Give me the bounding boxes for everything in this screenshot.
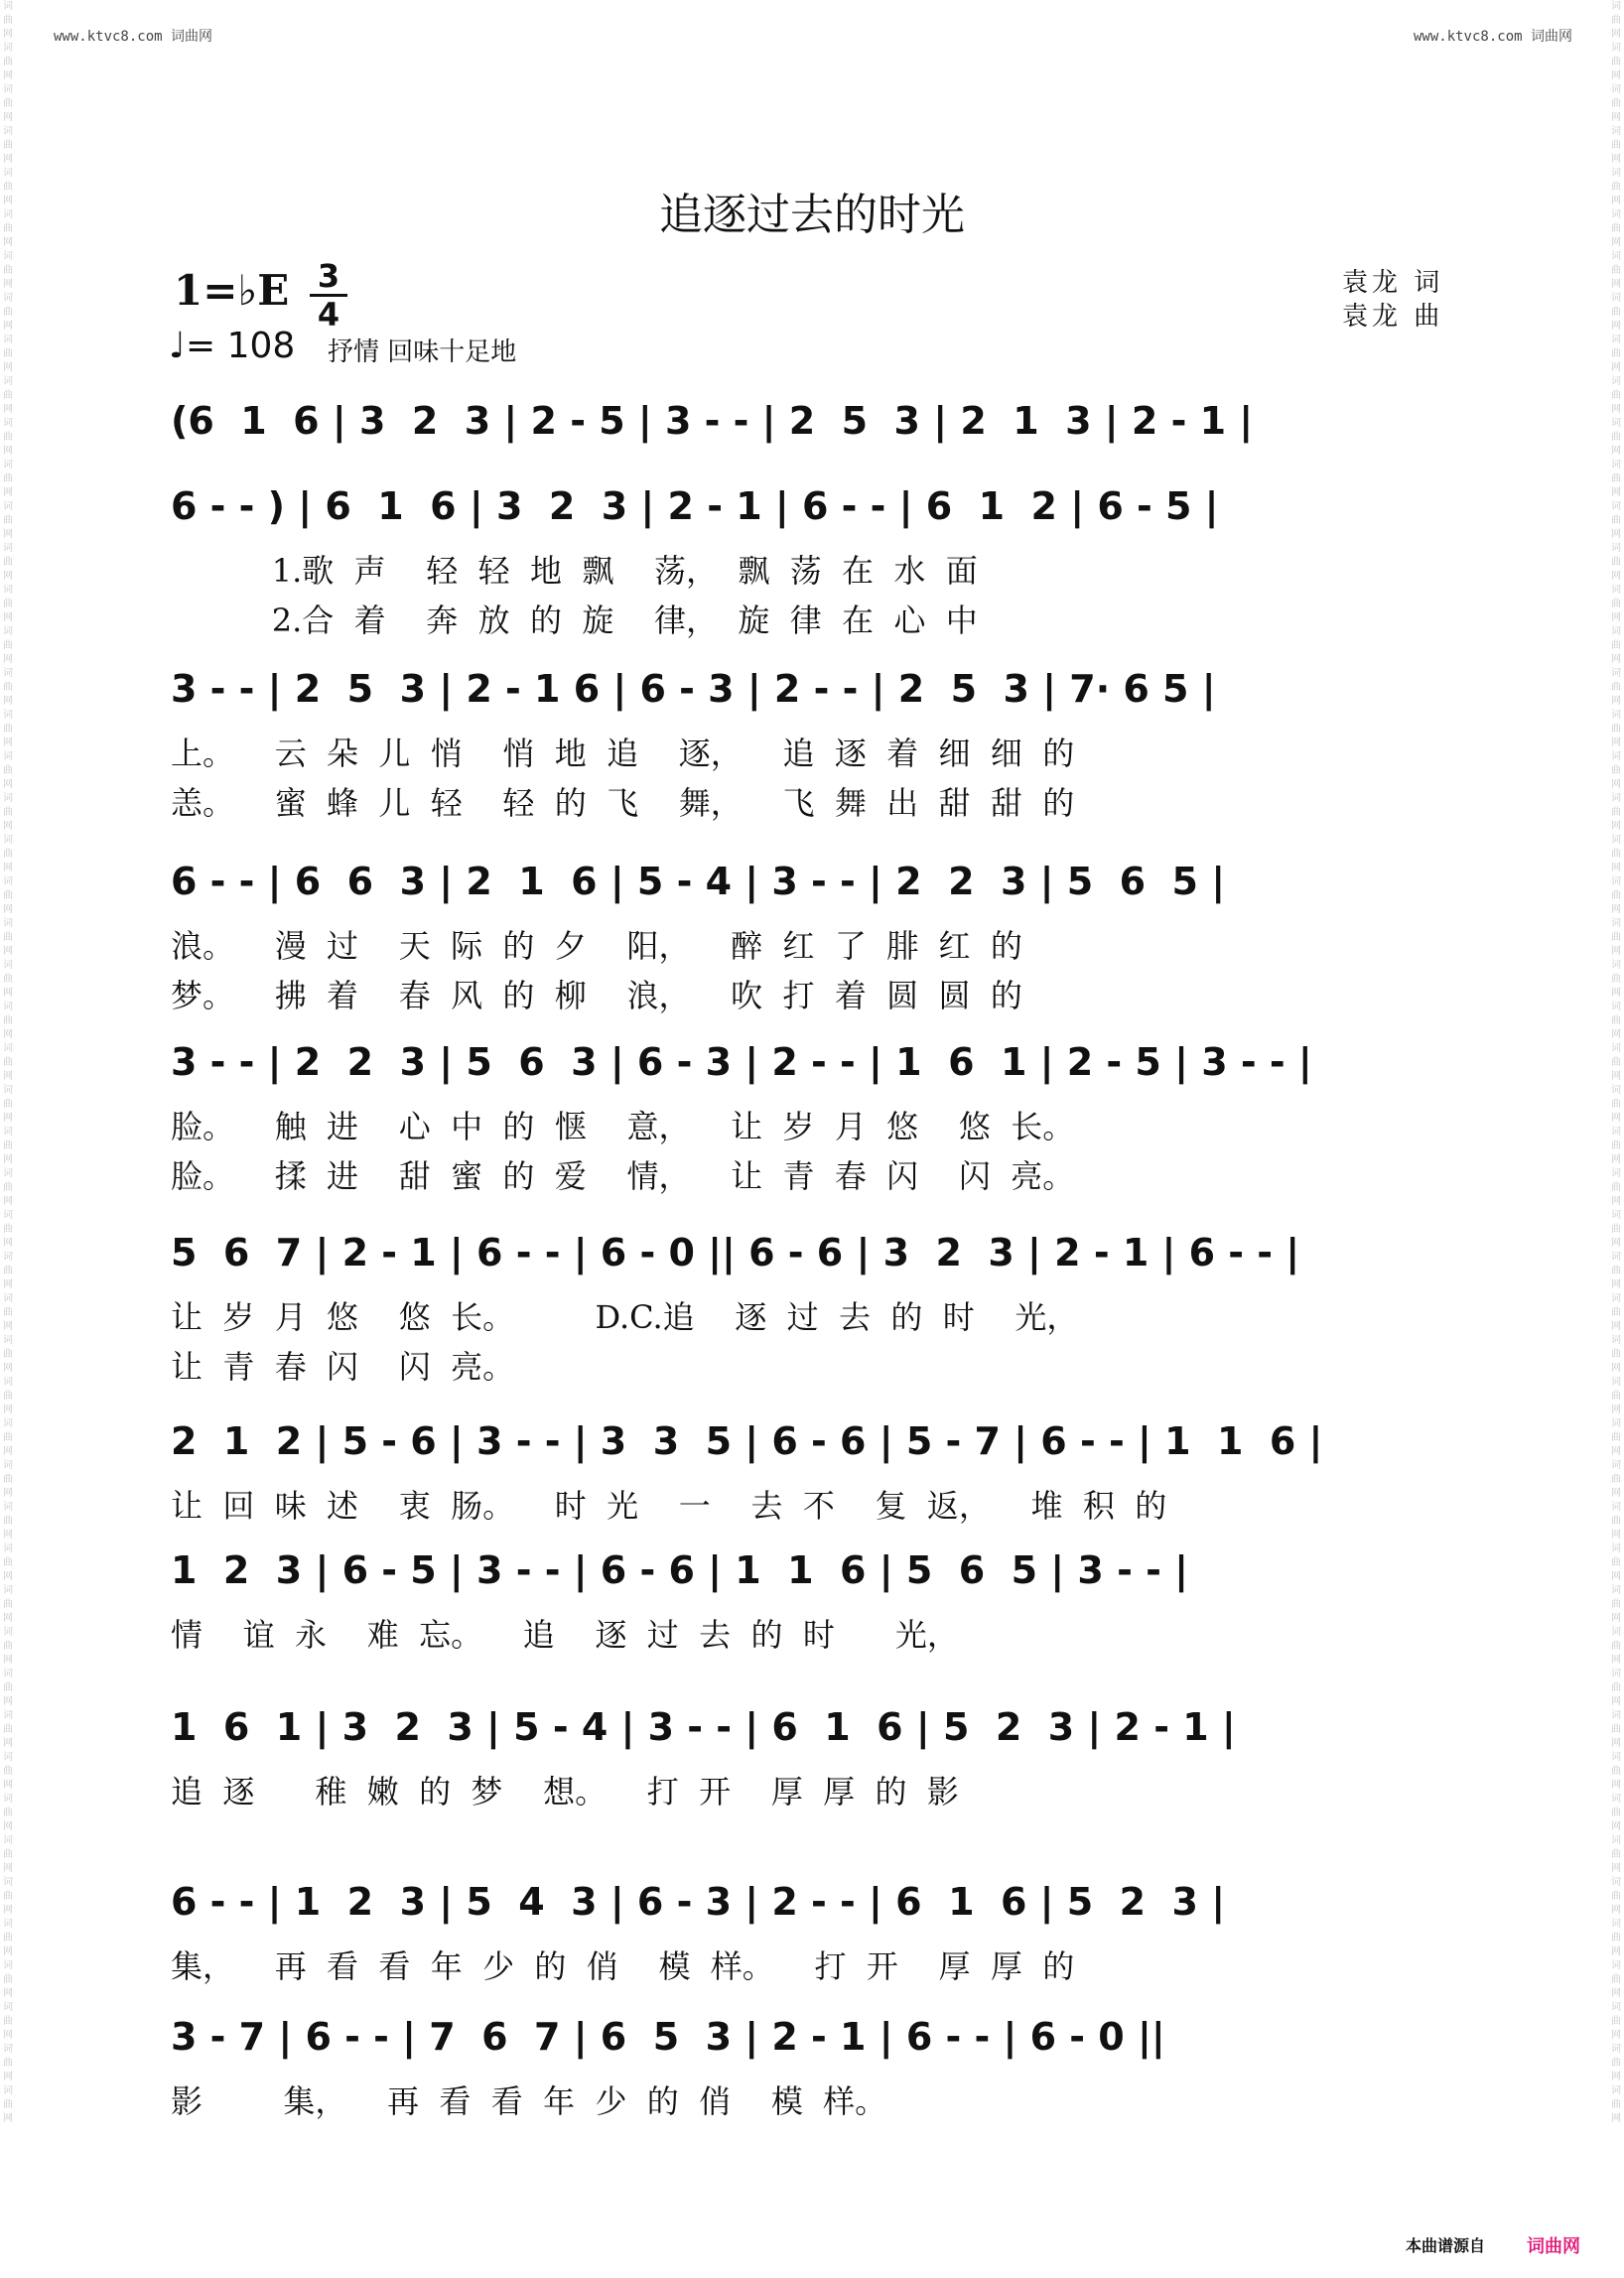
lyrics-line: 梦。 拂 着 春 风 的 柳 浪， 吹 打 着 圆 圆 的: [171, 977, 1022, 1014]
lyrics-line: 脸。 触 进 心 中 的 惬 意， 让 岁 月 悠 悠 长。: [171, 1108, 1075, 1145]
time-signature-top: 3: [317, 257, 340, 295]
key-signature: 1=♭E: [174, 266, 290, 315]
tempo-value: = 108: [185, 326, 296, 366]
time-signature-bottom: 4: [317, 296, 340, 334]
notation-line: 6 - - | 6 6 3 | 2 1 6 | 5 - 4 | 3 - - | 2 2 3 | 5 6 5 |: [171, 860, 1226, 903]
lyrics-line: 恙。 蜜 蜂 儿 轻 轻 的 飞 舞， 飞 舞 出 甜 甜 的: [171, 784, 1075, 822]
notation-line: 3 - 7 | 6 - - | 7 6 7 | 6 5 3 | 2 - 1 | 6 - - | 6 - 0 ||: [171, 2015, 1165, 2059]
notation-line: 5 6 7 | 2 - 1 | 6 - - | 6 - 0 || 6 - 6 | 3 2 3 | 2 - 1 | 6 - - |: [171, 1231, 1300, 1274]
time-signature: [310, 257, 347, 334]
lyrics-line: 2.合 着 奔 放 的 旋 律， 旋 律 在 心 中: [171, 602, 978, 639]
lyrics-line: 脸。 揉 进 甜 蜜 的 爱 情， 让 青 春 闪 闪 亮。: [171, 1157, 1075, 1195]
side-watermark-right: 词曲网词曲网词曲网词曲网词曲网词曲网词曲网词曲网词曲网词曲网词曲网词曲网词曲网词曲网词曲网词曲网词曲网词曲网词曲网词曲网词曲网词曲网词曲网词曲网词曲网词曲网词曲网词曲网词曲网词曲网词曲网词曲网词曲网词曲网词曲网词曲网词曲网词曲网词曲网词曲网词曲网词曲网词曲网词曲网词曲网词曲网词曲网词曲网词曲网词曲网词曲网: [1611, 1, 1621, 2124]
footer-source-label: 本曲谱源自: [1405, 2236, 1485, 2255]
lyrics-line: 情 谊 永 难 忘。 追 逐 过 去 的 时 光，: [171, 1616, 959, 1654]
lyrics-line: 影 集， 再 看 看 年 少 的 俏 模 样。: [171, 2082, 887, 2120]
lyrics-line: 让 岁 月 悠 悠 长。 D.C.追 逐 过 去 的 时 光，: [171, 1298, 1079, 1336]
header-site-right[interactable]: www.ktvc8.com 词曲网: [1413, 29, 1572, 45]
song-title: 追逐过去的时光: [659, 190, 965, 240]
side-watermark-left: 词曲网词曲网词曲网词曲网词曲网词曲网词曲网词曲网词曲网词曲网词曲网词曲网词曲网词曲网词曲网词曲网词曲网词曲网词曲网词曲网词曲网词曲网词曲网词曲网词曲网词曲网词曲网词曲网词曲网词曲网词曲网词曲网词曲网词曲网词曲网词曲网词曲网词曲网词曲网词曲网词曲网词曲网词曲网词曲网词曲网词曲网词曲网词曲网词曲网词曲网词曲网: [3, 1, 13, 2124]
notation-line: 1 2 3 | 6 - 5 | 3 - - | 6 - 6 | 1 1 6 | 5 6 5 | 3 - - |: [171, 1548, 1188, 1592]
lyrics-line: 1.歌 声 轻 轻 地 飘 荡， 飘 荡 在 水 面: [171, 552, 978, 590]
notation-line: 6 - - | 1 2 3 | 5 4 3 | 6 - 3 | 2 - - | 6 1 6 | 5 2 3 |: [171, 1880, 1226, 1924]
notation-line: 3 - - | 2 2 3 | 5 6 3 | 6 - 3 | 2 - - | 1 6 1 | 2 - 5 | 3 - - |: [171, 1040, 1312, 1084]
lyricist-credit: 袁龙 词: [1342, 268, 1444, 298]
header-site-left[interactable]: www.ktvc8.com 词曲网: [54, 29, 213, 45]
lyrics-line: 追 逐 稚 嫩 的 梦 想。 打 开 厚 厚 的 影: [171, 1773, 959, 1810]
notation-line: 1 6 1 | 3 2 3 | 5 - 4 | 3 - - | 6 1 6 | 5 2 3 | 2 - 1 |: [171, 1705, 1236, 1749]
lyrics-line: 让 回 味 述 衷 肠。 时 光 一 去 不 复 返， 堆 积 的: [171, 1487, 1167, 1525]
footer-site-logo[interactable]: 词曲网: [1527, 2236, 1580, 2257]
quarter-note-icon: ♩: [169, 326, 186, 366]
lyrics-line: 让 青 春 闪 闪 亮。: [171, 1348, 515, 1386]
lyrics-line: 浪。 漫 过 天 际 的 夕 阳， 醉 红 了 腓 红 的: [171, 927, 1022, 965]
notation-line: 3 - - | 2 5 3 | 2 - 1 6 | 6 - 3 | 2 - - | 2 5 3 | 7· 6 5 |: [171, 667, 1216, 711]
tempo-marking: [169, 326, 295, 366]
notation-line: 6 - - ) | 6 1 6 | 3 2 3 | 2 - 1 | 6 - - | 6 1 2 | 6 - 5 |: [171, 484, 1219, 528]
lyrics-line: 集， 再 看 看 年 少 的 俏 模 样。 打 开 厚 厚 的: [171, 1947, 1075, 1985]
lyrics-line: 上。 云 朵 儿 悄 悄 地 追 逐， 追 逐 着 细 细 的: [171, 735, 1075, 772]
notation-line: (6 1 6 | 3 2 3 | 2 - 5 | 3 - - | 2 5 3 | 2 1 3 | 2 - 1 |: [171, 399, 1254, 443]
notation-line: 2 1 2 | 5 - 6 | 3 - - | 3 3 5 | 6 - 6 | 5 - 7 | 6 - - | 1 1 6 |: [171, 1419, 1323, 1463]
tempo-description: 抒情 回味十足地: [328, 337, 517, 367]
composer-credit: 袁龙 曲: [1342, 302, 1444, 332]
